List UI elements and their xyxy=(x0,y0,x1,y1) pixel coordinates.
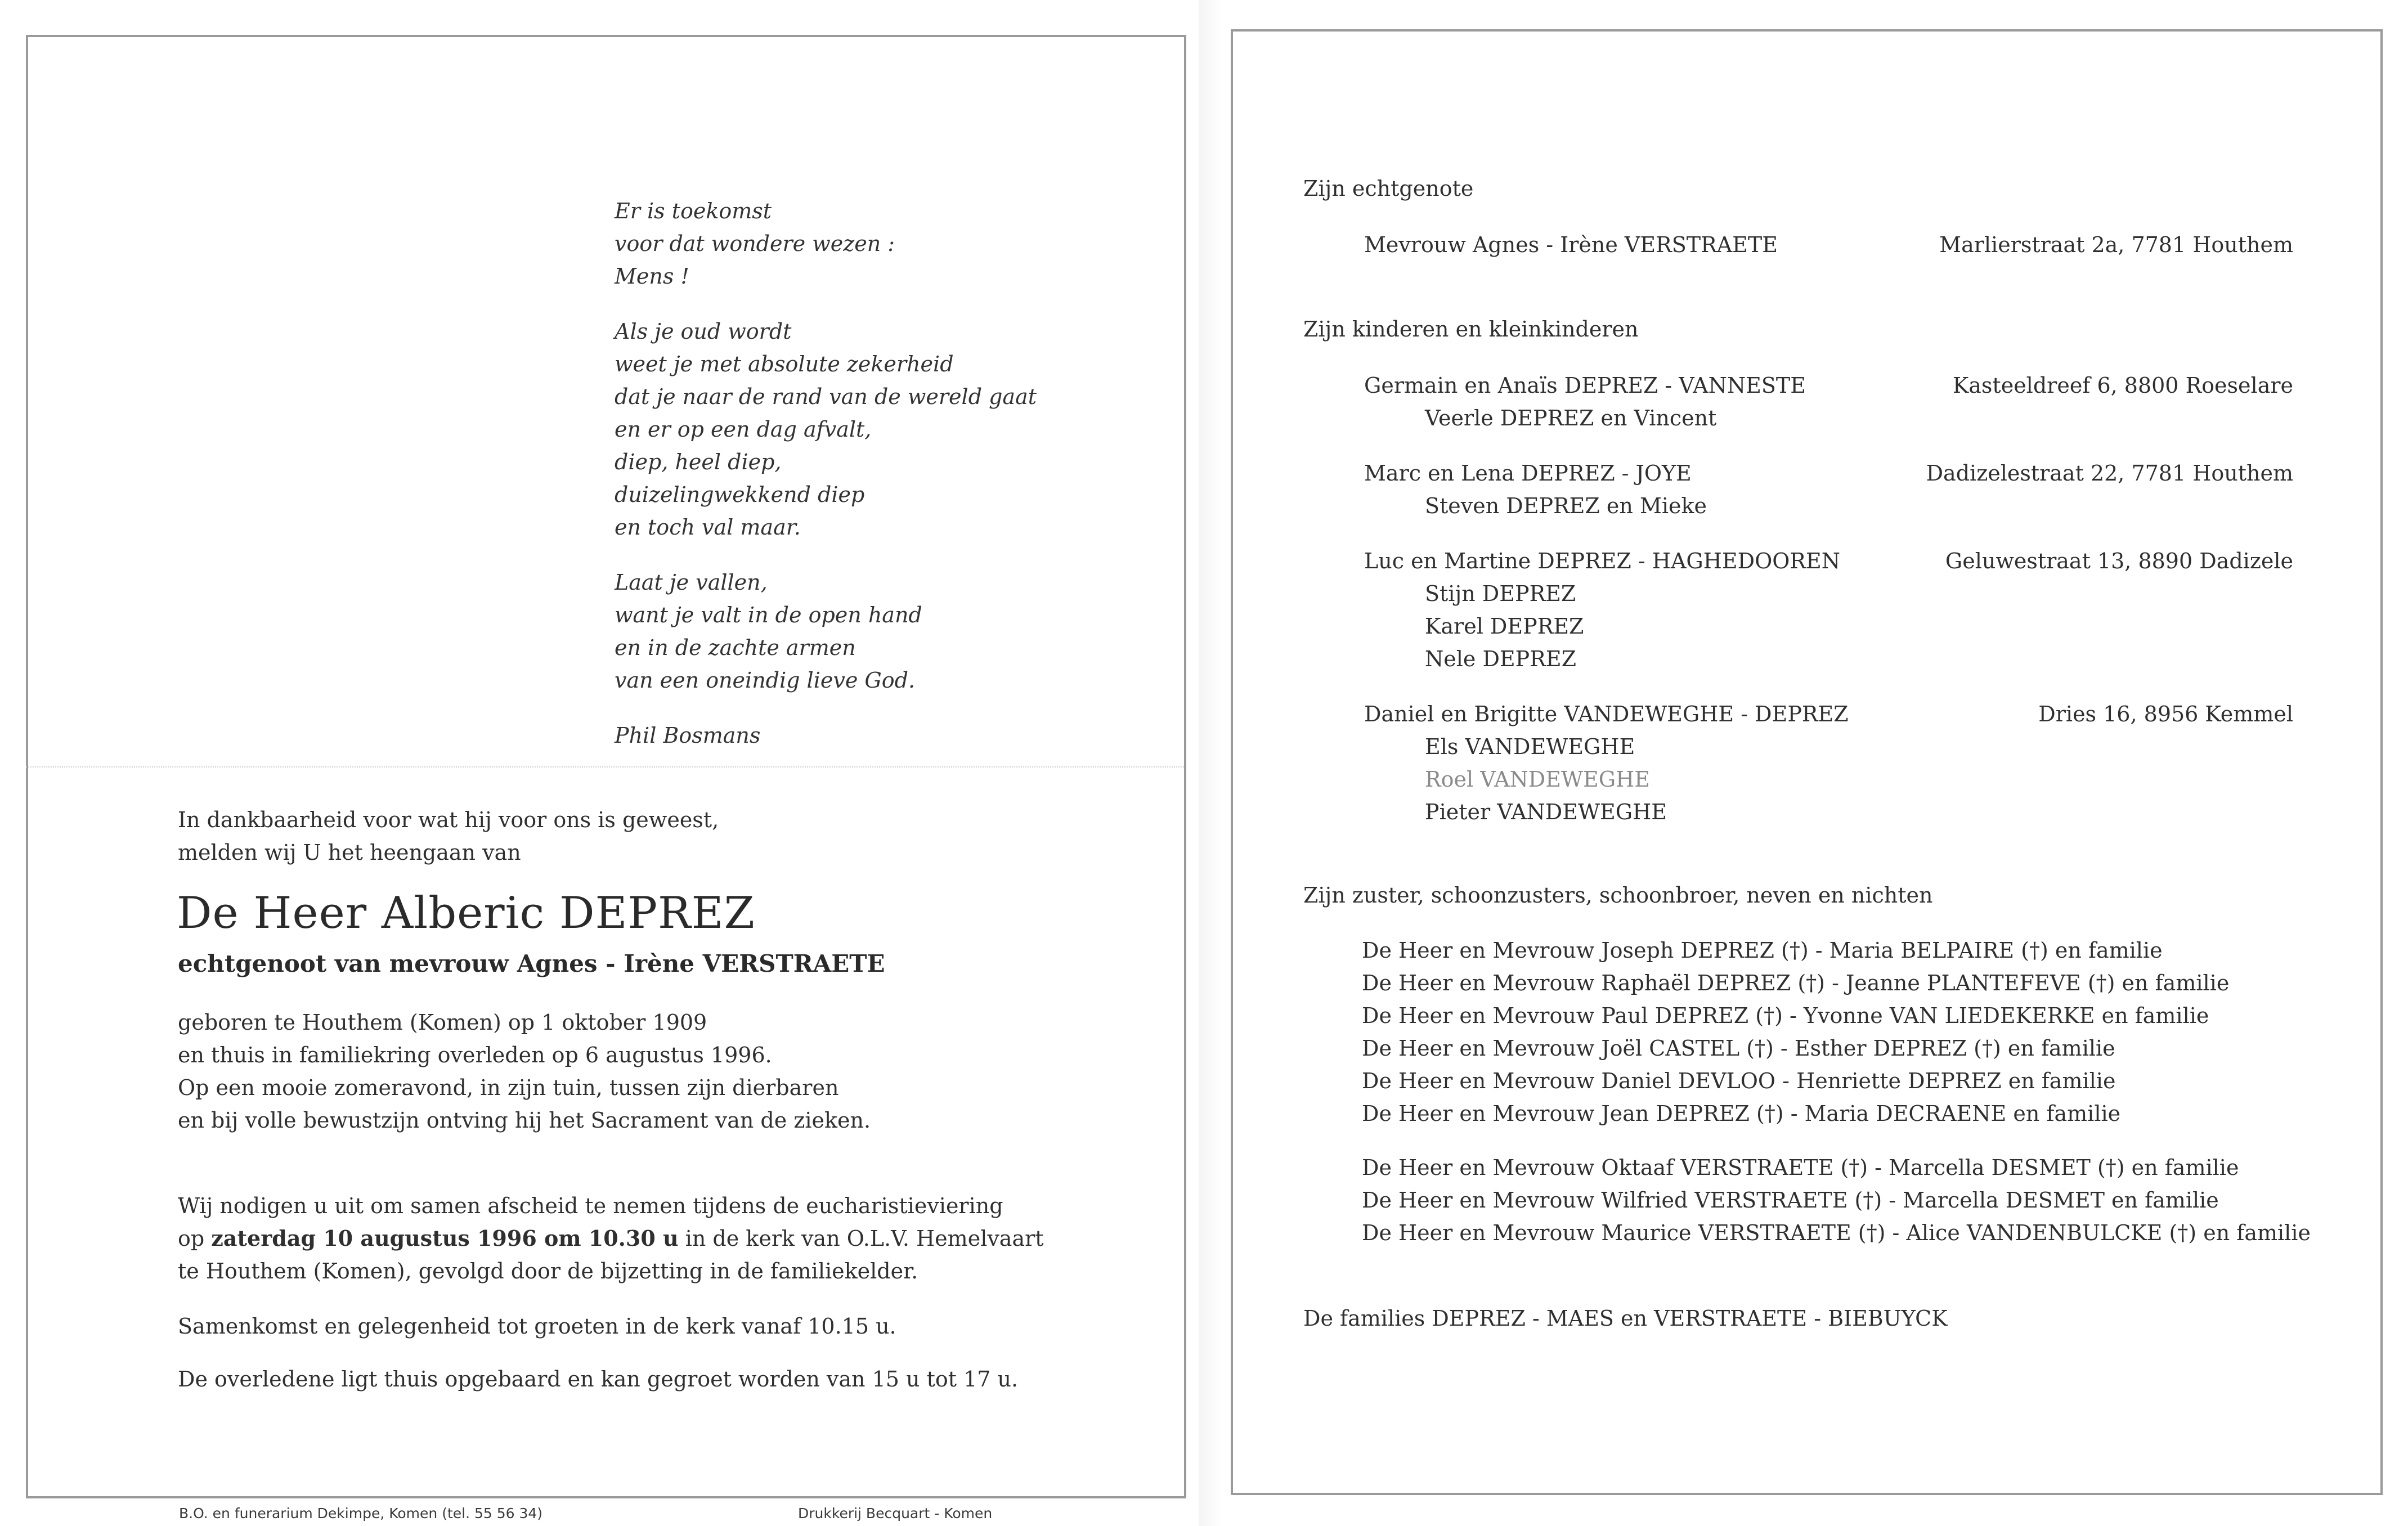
fold-line xyxy=(26,766,1184,768)
poem-line: weet je met absolute zekerheid xyxy=(615,352,954,376)
ceremony-date: zaterdag 10 augustus 1996 om 10.30 u xyxy=(211,1226,679,1251)
poem-line: dat je naar de rand van de wereld gaat xyxy=(615,384,1037,409)
children-heading: Zijn kinderen en kleinkinderen xyxy=(1303,317,1639,342)
child-address: Dadizelestraat 22, 7781 Houthem xyxy=(1926,461,2293,486)
spouse-name: Mevrouw Agnes - Irène VERSTRAETE xyxy=(1364,232,1778,257)
child-family: Marc en Lena DEPREZ - JOYE Steven DEPREZ en Mieke xyxy=(1364,461,1707,518)
child-address: Kasteeldreef 6, 8800 Roeselare xyxy=(1952,373,2293,398)
poem-line: Er is toekomst xyxy=(615,199,772,223)
in-laws-list xyxy=(1362,1151,2311,1249)
life-details: geboren te Houthem (Komen) op 1 oktober 1909 en thuis in familiekring overleden op 6 augustus 1996. Op een mooie zomeravond, in zijn tuin, tussen zijn dierbaren en bij volle bewustzijn ontving hij het Sacrament van de zieken. xyxy=(178,1010,871,1133)
fold-shadow xyxy=(1199,0,1221,1526)
relative-line: De Heer en Mevrouw Joël CASTEL (†) - Esther DEPREZ (†) en familie xyxy=(1362,1036,2115,1061)
printer-credit: Drukkerij Becquart - Komen xyxy=(798,1505,993,1521)
poem-line: Als je oud wordt xyxy=(615,319,792,344)
relative-line: De Heer en Mevrouw Raphaël DEPREZ (†) - Jeanne PLANTEFEVE (†) en familie xyxy=(1362,971,2230,995)
spouse-address: Marlierstraat 2a, 7781 Houthem xyxy=(1939,232,2293,257)
invitation: Wij nodigen u uit om samen afscheid te nemen tijdens de eucharistieviering op zaterdag 10 augustus 1996 om 10.30 u in de kerk van O.L.V. Hemelvaart te Houthem (Komen), gevolgd door de bijzetting in de familiekelder. xyxy=(178,1193,1044,1283)
spouse-heading: Zijn echtgenote xyxy=(1303,176,1474,201)
child-family: Germain en Anaïs DEPREZ - VANNESTE Veerle DEPREZ en Vincent xyxy=(1364,373,1806,430)
siblings-heading: Zijn zuster, schoonzusters, schoonbroer, neven en nichten xyxy=(1303,883,1933,908)
relative-line: De Heer en Mevrouw Joseph DEPREZ (†) - Maria BELPAIRE (†) en familie xyxy=(1362,938,2163,963)
poem-line: diep, heel diep, xyxy=(615,450,782,474)
spouse-line: echtgenoot van mevrouw Agnes - Irène VERSTRAETE xyxy=(178,950,885,977)
relative-line: De Heer en Mevrouw Paul DEPREZ (†) - Yvonne VAN LIEDEKERKE en familie xyxy=(1362,1003,2209,1028)
families-line: De families DEPREZ - MAES en VERSTRAETE - BIEBUYCK xyxy=(1303,1306,1948,1331)
poem-line: Mens ! xyxy=(615,264,689,289)
poem-author: Phil Bosmans xyxy=(615,723,761,748)
relative-line: De Heer en Mevrouw Oktaaf VERSTRAETE (†) - Marcella DESMET (†) en familie xyxy=(1362,1155,2239,1180)
poem-line: voor dat wondere wezen : xyxy=(615,231,895,256)
laid-out-note: De overledene ligt thuis opgebaard en kan gegroet worden van 15 u tot 17 u. xyxy=(178,1367,1019,1392)
poem-line: en in de zachte armen xyxy=(615,635,856,660)
gathering-note: Samenkomst en gelegenheid tot groeten in de kerk vanaf 10.15 u. xyxy=(178,1314,896,1339)
relative-line: De Heer en Mevrouw Jean DEPREZ (†) - Maria DECRAENE en familie xyxy=(1362,1101,2121,1126)
poem-line: van een oneindig lieve God. xyxy=(615,668,916,693)
child-address: Dries 16, 8956 Kemmel xyxy=(2038,702,2293,726)
deceased-name: De Heer Alberic DEPREZ xyxy=(177,888,755,939)
relative-line: De Heer en Mevrouw Wilfried VERSTRAETE (†) - Marcella DESMET en familie xyxy=(1362,1188,2219,1213)
poem-line: duizelingwekkend diep xyxy=(615,482,865,507)
funeral-home-credit: B.O. en funerarium Dekimpe, Komen (tel. 55 56 34) xyxy=(179,1505,543,1521)
poem-line: want je valt in de open hand xyxy=(615,603,922,627)
poem-line: en er op een dag afvalt, xyxy=(615,417,872,442)
poem-line: Laat je vallen, xyxy=(615,570,768,595)
announcement-intro: In dankbaarheid voor wat hij voor ons is geweest, melden wij U het heengaan van xyxy=(178,807,719,865)
child-family: Daniel en Brigitte VANDEWEGHE - DEPREZ Els VANDEWEGHE Roel VANDEWEGHE Pieter VANDEWEGHE xyxy=(1364,702,1849,824)
poem-line: en toch val maar. xyxy=(615,515,801,540)
relative-line: De Heer en Mevrouw Maurice VERSTRAETE (†) - Alice VANDENBULCKE (†) en familie xyxy=(1362,1220,2311,1245)
child-address: Geluwestraat 13, 8890 Dadizele xyxy=(1945,549,2293,573)
relative-line: De Heer en Mevrouw Daniel DEVLOO - Henriette DEPREZ en familie xyxy=(1362,1069,2116,1093)
poem xyxy=(615,195,1037,752)
siblings-list xyxy=(1362,934,2229,1130)
child-family: Luc en Martine DEPREZ - HAGHEDOOREN Stijn DEPREZ Karel DEPREZ Nele DEPREZ xyxy=(1364,549,1841,671)
